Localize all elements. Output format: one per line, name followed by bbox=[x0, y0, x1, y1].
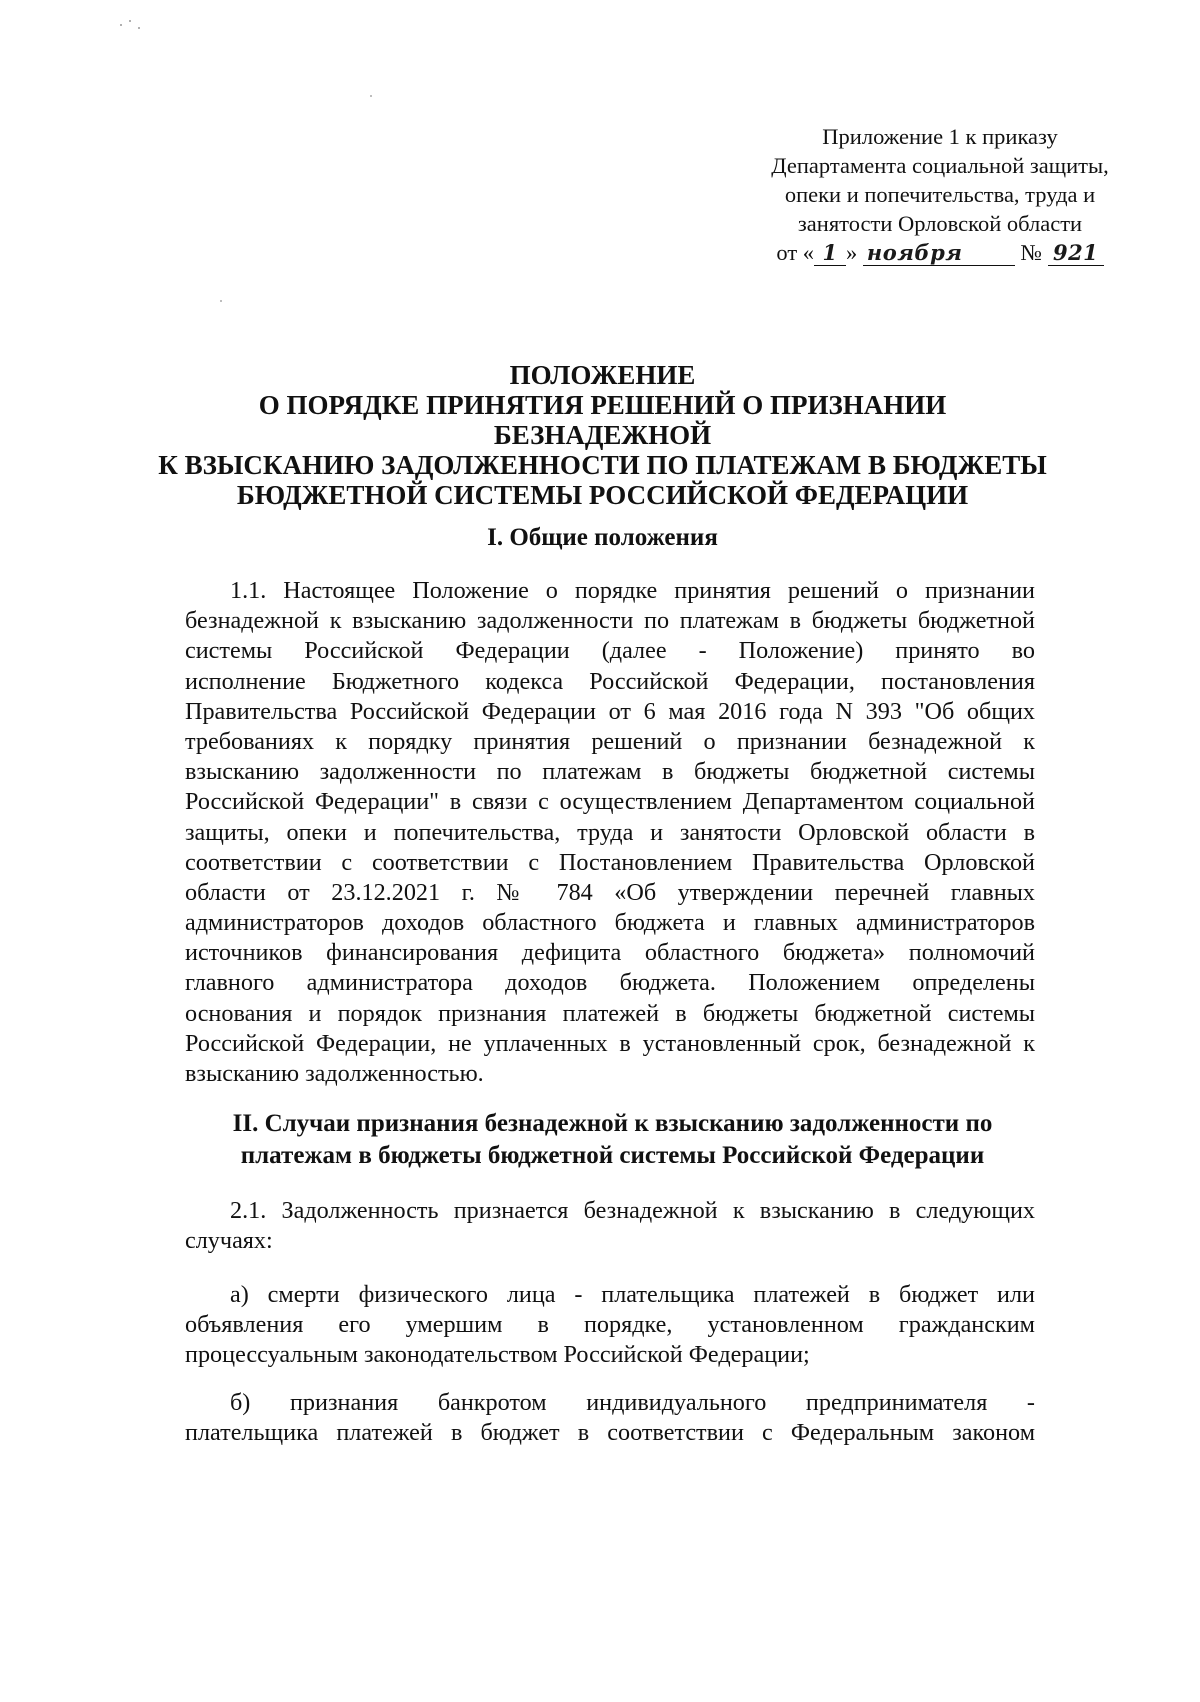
title-line: ПОЛОЖЕНИЕ bbox=[509, 360, 696, 390]
paragraph-line: защиты, опеки и попечительства, труда и занятости Орловской области в bbox=[185, 818, 1035, 846]
paragraph-line: системы Российской Федерации (далее - Положение) принято во bbox=[185, 637, 1035, 665]
paragraph-line: источников финансирования дефицита областного бюджета» полномочий bbox=[185, 939, 1035, 967]
handwritten-month: ноября bbox=[863, 241, 1015, 266]
appendix-line: занятости Орловской области bbox=[797, 211, 1083, 236]
section-2-heading-line: платежам в бюджеты бюджетной системы Российской Федерации bbox=[240, 1142, 985, 1169]
appendix-line: Департамента социальной защиты, bbox=[771, 153, 1109, 178]
section-1-heading-text: I. Общие положения bbox=[487, 524, 718, 551]
paragraph-line: основания и порядок признания платежей в бюджеты бюджетной системы bbox=[185, 999, 1035, 1027]
section-2-heading-line: II. Случаи признания безнадежной к взысканию задолженности по bbox=[232, 1110, 993, 1137]
item-b bbox=[185, 1388, 1035, 1448]
appendix-line: опеки и попечительства, труда и bbox=[784, 182, 1096, 207]
number-sign: № bbox=[1020, 240, 1042, 265]
paragraph-line: Правительства Российской Федерации от 6 мая 2016 года N 393 "Об общих bbox=[185, 697, 1035, 725]
scan-artifact bbox=[370, 95, 372, 97]
title-line: О ПОРЯДКЕ ПРИНЯТИЯ РЕШЕНИЙ О ПРИЗНАНИИ bbox=[258, 390, 947, 420]
section-1-heading bbox=[150, 522, 1055, 554]
paragraph-line: требованиях к порядку принятия решений о признании безнадежной к bbox=[185, 727, 1035, 755]
appendix-header bbox=[730, 122, 1150, 267]
paragraph-line: случаях: bbox=[185, 1227, 273, 1255]
scan-artifact bbox=[120, 20, 150, 32]
paragraph-line: б) признания банкротом индивидуального предпринимателя - bbox=[230, 1389, 1035, 1416]
title-line: БЮДЖЕТНОЙ СИСТЕМЫ РОССИЙСКОЙ ФЕДЕРАЦИИ bbox=[236, 480, 969, 510]
paragraph-line: области от 23.12.2021 г. № 784 «Об утверждении перечней главных bbox=[185, 878, 1035, 906]
paragraph-line: взысканию задолженностью. bbox=[185, 1060, 484, 1087]
paragraph-2-1 bbox=[185, 1196, 1035, 1256]
document-title bbox=[150, 360, 1055, 510]
item-a bbox=[185, 1280, 1035, 1371]
title-line: БЕЗНАДЕЖНОЙ bbox=[493, 420, 712, 450]
paragraph-line: 1.1. Настоящее Положение о порядке принятия решений о признании bbox=[230, 577, 1035, 604]
paragraph-line: безнадежной к взысканию задолженности по платежам в бюджеты бюджетной bbox=[185, 607, 1035, 635]
date-prefix: от « bbox=[776, 240, 815, 265]
paragraph-line: объявления его умершим в порядке, установленном гражданским bbox=[185, 1311, 1035, 1339]
paragraph-line: взысканию задолженности по платежам в бюджеты бюджетной системы bbox=[185, 758, 1035, 786]
paragraph-1-1 bbox=[185, 576, 1035, 1089]
appendix-line: Приложение 1 к приказу bbox=[822, 124, 1058, 149]
handwritten-number: 921 bbox=[1048, 241, 1104, 266]
paragraph-line: Российской Федерации, не уплаченных в установленный срок, безнадежной к bbox=[185, 1029, 1035, 1057]
paragraph-line: Российской Федерации" в связи с осуществлением Департаментом социальной bbox=[185, 788, 1035, 816]
paragraph-line: соответствии с соответствии с Постановлением Правительства Орловской bbox=[185, 848, 1035, 876]
paragraph-line: а) смерти физического лица - плательщика платежей в бюджет или bbox=[230, 1281, 1035, 1308]
paragraph-line: главного администратора доходов бюджета. Положением определены bbox=[185, 969, 1035, 997]
title-line: К ВЗЫСКАНИЮ ЗАДОЛЖЕННОСТИ ПО ПЛАТЕЖАМ В БЮДЖЕТЫ bbox=[158, 450, 1047, 480]
paragraph-line: плательщика платежей в бюджет в соответствии с Федеральным законом bbox=[185, 1419, 1035, 1447]
paragraph-line: 2.1. Задолженность признается безнадежной к взысканию в следующих bbox=[230, 1197, 1035, 1224]
paragraph-line: процессуальным законодательством Российской Федерации; bbox=[185, 1341, 810, 1369]
scan-artifact bbox=[220, 300, 222, 302]
section-2-heading bbox=[170, 1108, 1055, 1172]
order-date-number-line bbox=[730, 238, 1150, 267]
handwritten-day: 1 bbox=[814, 241, 846, 266]
date-mid: » bbox=[846, 240, 858, 265]
paragraph-line: исполнение Бюджетного кодекса Российской Федерации, постановления bbox=[185, 667, 1035, 695]
paragraph-line: администраторов доходов областного бюджета и главных администраторов bbox=[185, 909, 1035, 937]
